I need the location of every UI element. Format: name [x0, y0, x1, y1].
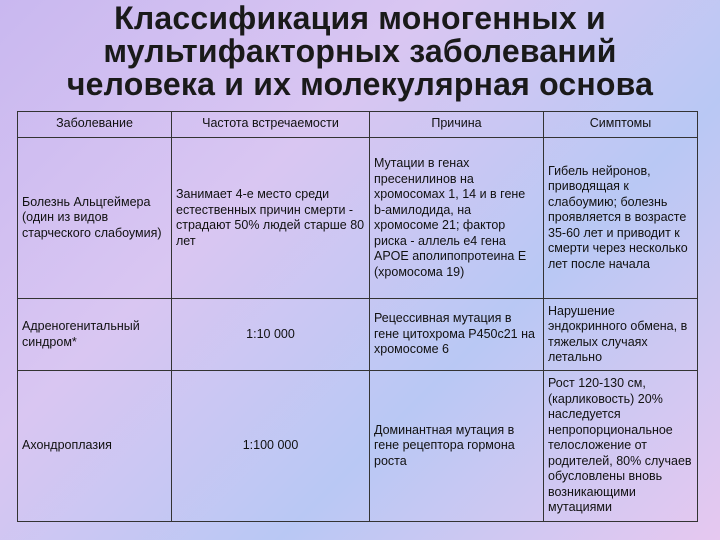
cell-symptoms: Рост 120-130 см, (карликовость) 20% наследуется непропорциональное телосложение от родителей, 80% случаев обусловлены вновь возникающими мутациями	[544, 371, 698, 522]
cell-frequency: Занимает 4-е место среди естественных причин смерти - страдают 50% людей старше 80 лет	[172, 138, 370, 299]
title-line-1: Классификация моногенных и	[114, 0, 606, 36]
table-header-row	[18, 112, 698, 138]
table-row	[18, 371, 698, 522]
classification-table	[17, 111, 698, 522]
cell-cause: Мутации в генах пресенилинов на хромосомах 1, 14 и в гене b-амилодида, на хромосоме 21; фактор риска - аллель е4 гена APOE аполипопротеина Е (хромосома 19)	[370, 138, 544, 299]
cell-symptoms: Нарушение эндокринного обмена, в тяжелых случаях летально	[544, 299, 698, 371]
cell-disease: Болезнь Альцгеймера (один из видов старческого слабоумия)	[18, 138, 172, 299]
title-line-2: мультифакторных заболеваний	[103, 33, 617, 69]
cell-cause: Рецессивная мутация в гене цитохрома P450c21 на хромосоме 6	[370, 299, 544, 371]
cell-disease: Адреногенитальный синдром*	[18, 299, 172, 371]
cell-frequency: 1:10 000	[172, 299, 370, 371]
title-line-3: человека и их молекулярная основа	[66, 66, 654, 102]
header-cause: Причина	[370, 112, 544, 138]
cell-frequency: 1:100 000	[172, 371, 370, 522]
header-symptoms: Симптомы	[544, 112, 698, 138]
table-row	[18, 138, 698, 299]
table-row	[18, 299, 698, 371]
header-frequency: Частота встречаемости	[172, 112, 370, 138]
cell-symptoms: Гибель нейронов, приводящая к слабоумию; болезнь проявляется в возрасте 35-60 лет и приводит к смерти через несколько лет после начала	[544, 138, 698, 299]
header-disease: Заболевание	[18, 112, 172, 138]
cell-disease: Ахондроплазия	[18, 371, 172, 522]
cell-cause: Доминантная мутация в гене рецептора гормона роста	[370, 371, 544, 522]
page-title	[0, 2, 720, 101]
